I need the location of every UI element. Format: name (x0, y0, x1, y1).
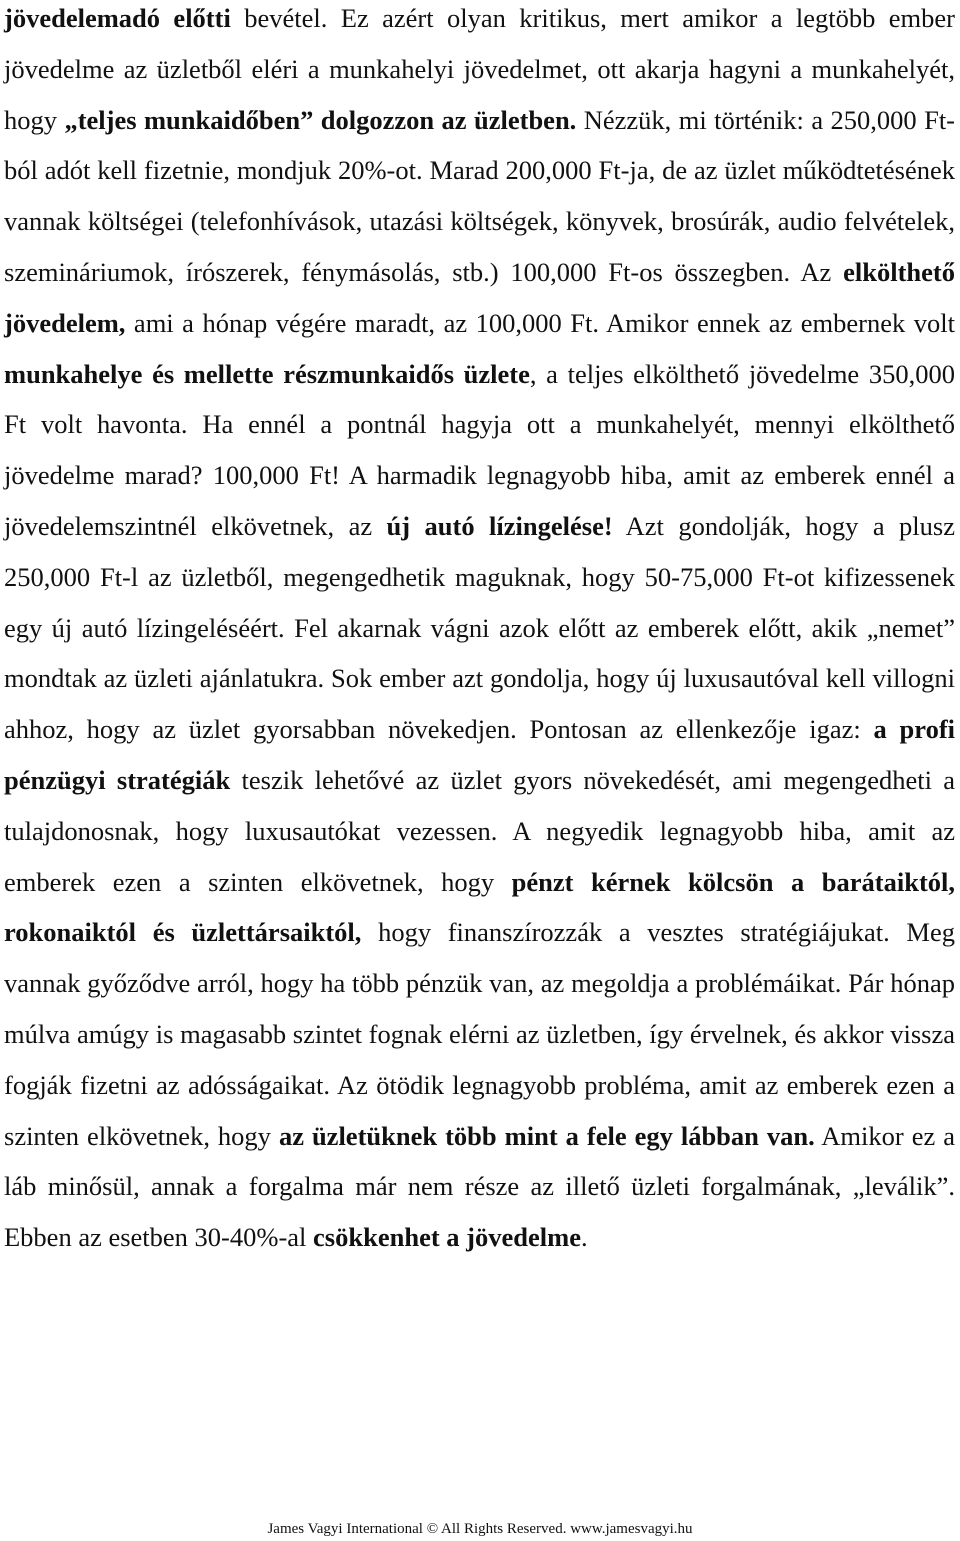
body-text-segment: Azt gondolják, hogy a plusz 250,000 Ft-l az üzletből, megengedhetik maguknak, hogy 50-75,000 Ft-ot kifizessenek egy új autó lízingeléséért. Fel akarnak vágni azok előtt az emberek előtt, akik „nemet” mondtak az üzleti ajánlatukra. Sok ember azt gondolja, hogy új luxusautóval kell villogni ahhoz, hogy az üzlet gyorsabban növekedjen. Pontosan az ellenkezője igaz: (4, 510, 955, 745)
emphasis-text: „teljes munkaidőben” dolgozzon az üzletben. (64, 104, 577, 135)
body-text-segment: teszik lehetővé az üzlet gyors növekedését, ami megengedheti a tulajdonosnak, hogy luxusautókat vezessen. A negyedik legnagyobb hiba, amit az emberek ezen a szinten elkövetnek, hogy (4, 764, 956, 897)
emphasis-text: jövedelemadó előtti (4, 3, 231, 33)
emphasis-text: az üzletüknek több mint a fele egy lábban van. (278, 1120, 815, 1151)
emphasis-text: új autó lízingelése! (386, 510, 613, 541)
body-text-segment: Amikor ez a láb minősül, annak a forgalma már nem része az illető üzleti forgalmának, „leválik”. Ebben az esetben 30-40%-al (4, 1120, 956, 1253)
body-text-segment: . (580, 1222, 588, 1253)
emphasis-text: a profi pénzügyi stratégiák (4, 714, 956, 795)
page-footer: James Vagyi International © All Rights Reserved. www.jamesvagyi.hu (267, 1521, 693, 1537)
emphasis-text: pénzt kérnek kölcsön a barátaiktól, rokonaiktól és üzlettársaiktól, (4, 866, 956, 948)
body-paragraph (4, 0, 955, 1263)
body-text-segment: , a teljes elkölthető jövedelme 350,000 Ft volt havonta. Ha ennél a pontnál hagyja ott a munkahelyét, mennyi elkölthető jövedelme marad? 100,000 Ft! A harmadik legnagyobb hiba, amit az emberek ennél a jövedelemszintnél elkövetnek, az (4, 358, 955, 541)
body-text-segment: hogy finanszírozzák a vesztes stratégiájukat. Meg vannak győződve arról, hogy ha több pénzük van, az megoldja a problémáikat. Pár hónap múlva amúgy is magasabb szintet fognak elérni az üzletben, így érvelnek, és akkor vissza fogják fizetni az adósságaikat. Az ötödik legnagyobb probléma, amit az emberek ezen a szinten elkövetnek, hogy (4, 917, 955, 1151)
body-text-segment: ami a hónap végére maradt, az 100,000 Ft. Amikor ennek az embernek volt (125, 307, 955, 338)
body-text-segment: Nézzük, mi történik: a 250,000 Ft-ból adót kell fizetnie, mondjuk 20%-ot. Marad 200,000 Ft-ja, de az üzlet működtetésének vannak költségei (telefonhívások, utazási költségek, könyvek, brosúrák, audio felvételek, szemináriumok, írószerek, fénymásolás, stb.) 100,000 Ft-os összegben. Az (4, 104, 956, 287)
body-text-segment: bevétel. Ez azért olyan kritikus, mert amikor a legtöbb ember jövedelme az üzletből eléri a munkahelyi jövedelmet, ott akarja hagyni a munkahelyét, hogy (4, 3, 955, 135)
emphasis-text: csökkenhet a jövedelme (313, 1222, 581, 1253)
emphasis-text: elkölthető jövedelem, (4, 256, 955, 338)
emphasis-text: munkahelye és mellette részmunkaidős üzlete (4, 358, 530, 389)
